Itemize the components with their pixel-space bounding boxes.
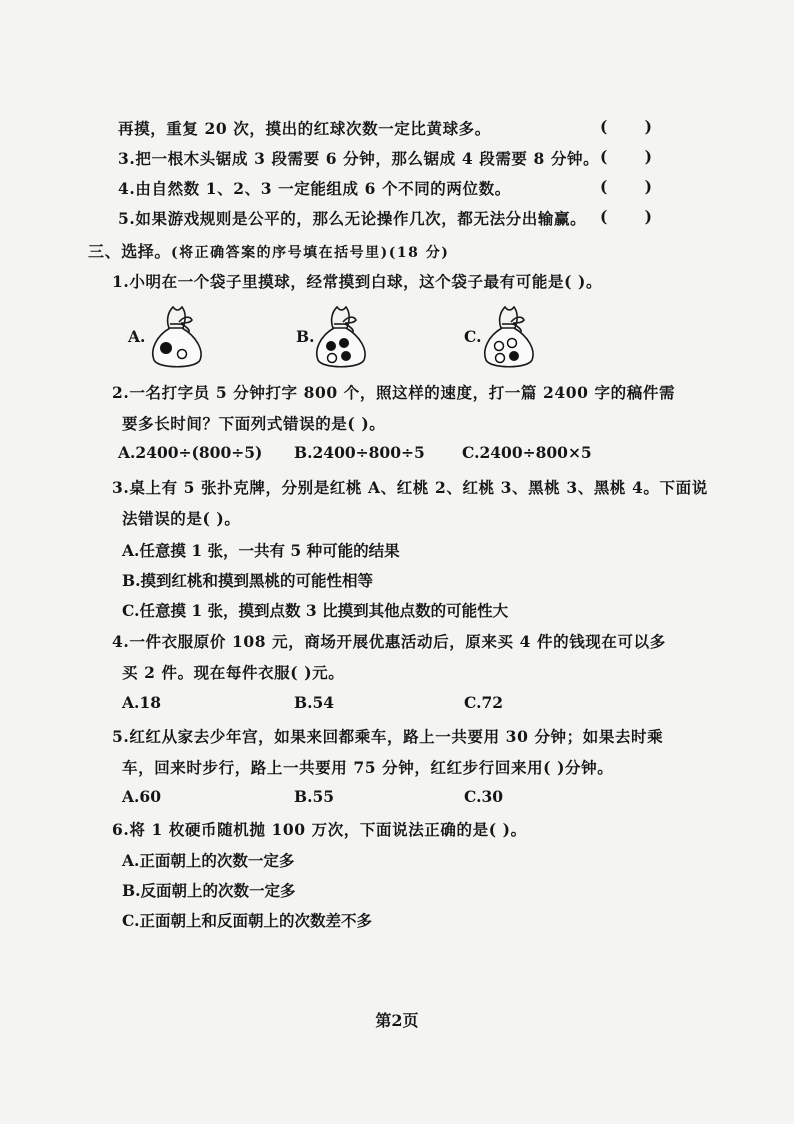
page-number: 第2页 — [375, 1011, 419, 1030]
q5-option-c[interactable]: C.30 — [464, 787, 504, 806]
q3-option-a[interactable]: A.任意摸 1 张，一共有 5 种可能的结果 — [122, 541, 400, 560]
bag-a-icon[interactable] — [146, 302, 208, 372]
question-1: 1.小明在一个袋子里摸球，经常摸到白球，这个袋子最有可能是( )。 — [112, 272, 603, 291]
paren-close: ) — [644, 207, 652, 226]
q4-option-b[interactable]: B.54 — [294, 693, 335, 712]
q6-option-a[interactable]: A.正面朝上的次数一定多 — [122, 851, 295, 870]
q5-option-a[interactable]: A.60 — [122, 787, 161, 806]
q2-option-b[interactable]: B.2400÷800÷5 — [294, 443, 425, 462]
q2-option-a[interactable]: A.2400÷(800÷5) — [118, 443, 263, 462]
paren-close: ) — [644, 147, 652, 166]
q1-option-b-label[interactable]: B. — [296, 327, 315, 346]
answer-paren[interactable] — [600, 177, 652, 196]
question-2-line-1: 2.一名打字员 5 分钟打字 800 个，照这样的速度，打一篇 2400 字的稿件需 — [112, 383, 676, 402]
bag-b-icon[interactable] — [310, 302, 372, 372]
section-title — [88, 239, 449, 262]
question-3-line-2: 法错误的是( )。 — [122, 509, 241, 528]
q3-option-c[interactable]: C.任意摸 1 张，摸到点数 3 比摸到其他点数的可能性大 — [122, 601, 509, 620]
paren-close: ) — [644, 117, 652, 136]
q4-option-a[interactable]: A.18 — [122, 693, 161, 712]
q3-option-b[interactable]: B.摸到红桃和摸到黑桃的可能性相等 — [122, 571, 373, 590]
judge-line-3: 3.把一根木头锯成 3 段需要 6 分钟，那么锯成 4 段需要 8 分钟。 — [118, 149, 600, 168]
paren-open: ( — [600, 147, 608, 166]
answer-paren[interactable] — [600, 207, 652, 226]
question-3-line-1: 3.桌上有 5 张扑克牌，分别是红桃 A、红桃 2、红桃 3、黑桃 3、黑桃 4。下面说 — [112, 478, 708, 497]
paren-open: ( — [600, 177, 608, 196]
bag-c-icon[interactable] — [478, 302, 540, 372]
question-5-line-1: 5.红红从家去少年宫，如果来回都乘车，路上一共要用 30 分钟；如果去时乘 — [112, 727, 664, 746]
q5-option-b[interactable]: B.55 — [294, 787, 335, 806]
paren-open: ( — [600, 207, 608, 226]
judge-line-4: 4.由自然数 1、2、3 一定能组成 6 个不同的两位数。 — [118, 179, 511, 198]
q6-option-b[interactable]: B.反面朝上的次数一定多 — [122, 881, 296, 900]
question-5-line-2: 车，回来时步行，路上一共要用 75 分钟，红红步行回来用( )分钟。 — [122, 758, 614, 777]
q4-option-c[interactable]: C.72 — [464, 693, 504, 712]
q6-option-c[interactable]: C.正面朝上和反面朝上的次数差不多 — [122, 911, 372, 930]
question-2-line-2: 要多长时间？下面列式错误的是( )。 — [122, 414, 386, 433]
q1-option-a-label[interactable]: A. — [128, 327, 146, 346]
q2-option-c[interactable]: C.2400÷800×5 — [462, 443, 592, 462]
section-title-text: 三、选择。 — [88, 242, 172, 261]
paren-open: ( — [600, 117, 608, 136]
section-note: (将正确答案的序号填在括号里)(18 分) — [171, 245, 450, 261]
judge-line-5: 5.如果游戏规则是公平的，那么无论操作几次，都无法分出输赢。 — [118, 209, 587, 228]
judge-line-2-cont: 再摸，重复 20 次，摸出的红球次数一定比黄球多。 — [118, 119, 491, 138]
answer-paren[interactable] — [600, 147, 652, 166]
paren-close: ) — [644, 177, 652, 196]
q1-option-c-label[interactable]: C. — [464, 327, 482, 346]
question-4-line-1: 4.一件衣服原价 108 元，商场开展优惠活动后，原来买 4 件的钱现在可以多 — [112, 632, 666, 651]
answer-paren[interactable] — [600, 117, 652, 136]
question-4-line-2: 买 2 件。现在每件衣服( )元。 — [122, 663, 345, 682]
question-6: 6.将 1 枚硬币随机抛 100 万次，下面说法正确的是( )。 — [112, 820, 527, 839]
